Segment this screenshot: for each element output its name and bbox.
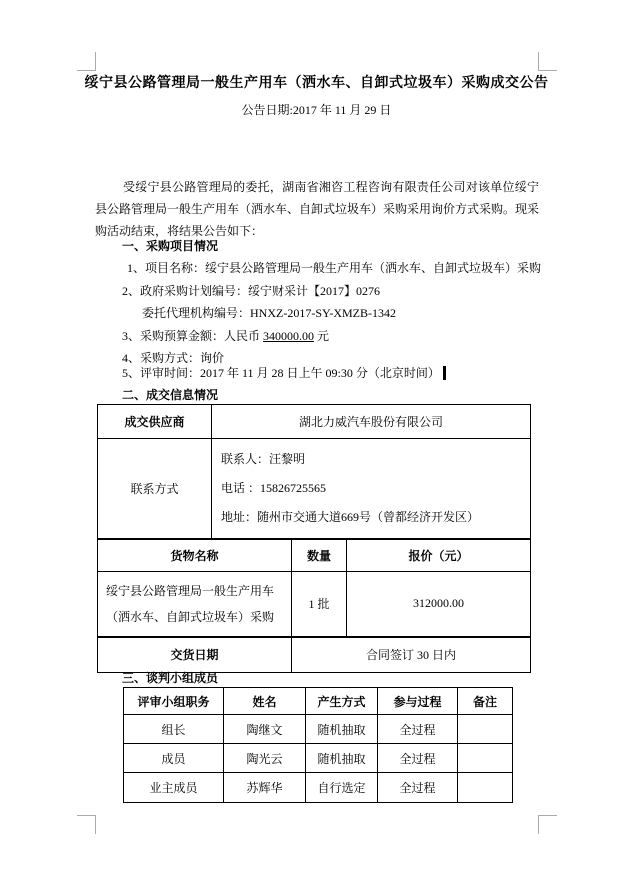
goods-name-header-cell: 货物名称 bbox=[98, 539, 292, 571]
price-header-cell: 报价（元） bbox=[347, 539, 531, 571]
participation-cell: 全过程 bbox=[378, 773, 458, 803]
name-header-cell: 姓名 bbox=[224, 688, 306, 715]
award-info-table bbox=[97, 404, 531, 673]
price-cell: 312000.00 bbox=[347, 571, 531, 637]
section-3-heading: 三、谈判小组成员 bbox=[122, 671, 219, 685]
remarks-cell bbox=[458, 715, 513, 744]
section-2-heading: 二、成交信息情况 bbox=[122, 388, 219, 402]
margin-crop-mark-top-right bbox=[538, 52, 557, 71]
selection-header-cell: 产生方式 bbox=[306, 688, 378, 715]
remarks-cell bbox=[458, 773, 513, 803]
agency-number-item: 委托代理机构编号：HNXZ-2017-SY-XMZB-1342 bbox=[142, 306, 396, 320]
margin-crop-mark-bottom-right bbox=[538, 815, 557, 834]
panel-member-row bbox=[124, 744, 513, 773]
announcement-date: 公告日期:2017 年 11 月 29 日 bbox=[241, 103, 392, 117]
role-cell: 成员 bbox=[124, 744, 224, 773]
role-cell: 组长 bbox=[124, 715, 224, 744]
contact-label-cell: 联系方式 bbox=[98, 439, 212, 540]
review-time-text: 5、评审时间：2017 年 11 月 28 日上午 09:30 分（北京时间） bbox=[122, 366, 440, 380]
review-time-item bbox=[122, 364, 446, 381]
remarks-cell bbox=[458, 744, 513, 773]
qty-cell: 1 批 bbox=[292, 571, 347, 637]
goods-name-cell: 绥宁县公路管理局一般生产用车（洒水车、自卸式垃圾车）采购 bbox=[98, 571, 292, 637]
panel-header-row bbox=[124, 688, 513, 715]
name-cell: 苏辉华 bbox=[224, 773, 306, 803]
panel-member-row bbox=[124, 773, 513, 803]
qty-header-cell: 数量 bbox=[292, 539, 347, 571]
remarks-header-cell: 备注 bbox=[458, 688, 513, 715]
delivery-value-cell: 合同签订 30 日内 bbox=[292, 637, 531, 672]
budget-prefix: 3、采购预算金额：人民币 bbox=[122, 329, 264, 343]
project-name-item: 1、项目名称：绥宁县公路管理局一般生产用车（洒水车、自卸式垃圾车）采购 bbox=[127, 261, 542, 275]
selection-cell: 自行选定 bbox=[306, 773, 378, 803]
role-header-cell: 评审小组职务 bbox=[124, 688, 224, 715]
page-title: 绥宁县公路管理局一般生产用车（洒水车、自卸式垃圾车）采购成交公告 bbox=[84, 76, 549, 91]
name-cell: 陶继文 bbox=[224, 715, 306, 744]
supplier-label-cell: 成交供应商 bbox=[98, 405, 212, 439]
name-cell: 陶光云 bbox=[224, 744, 306, 773]
budget-item bbox=[122, 327, 329, 344]
budget-suffix: 元 bbox=[314, 329, 330, 343]
contact-address: 地址：随州市交通大道669号（曾都经济开发区） bbox=[221, 510, 480, 524]
contact-details-cell bbox=[212, 439, 531, 540]
intro-paragraph: 受绥宁县公路管理局的委托，湖南省湘咨工程咨询有限责任公司对该单位绥宁县公路管理局一般生产用车（洒水车、自卸式垃圾车）采购采用询价方式采购。现采购活动结束，将结果公告如下： bbox=[95, 180, 540, 238]
method-item: 4、采购方式：询价 bbox=[122, 351, 225, 365]
plan-number-item: 2、政府采购计划编号：绥宁财采计【2017】0276 bbox=[122, 284, 381, 298]
participation-cell: 全过程 bbox=[378, 715, 458, 744]
selection-cell: 随机抽取 bbox=[306, 715, 378, 744]
participation-header-cell: 参与过程 bbox=[378, 688, 458, 715]
budget-amount: 340000.00 bbox=[263, 329, 315, 343]
selection-cell: 随机抽取 bbox=[306, 744, 378, 773]
panel-member-row bbox=[124, 715, 513, 744]
text-cursor bbox=[443, 366, 446, 380]
panel-members-table bbox=[123, 687, 513, 803]
delivery-label-cell: 交货日期 bbox=[98, 637, 292, 672]
contact-phone: 电话 ：15826725565 bbox=[221, 481, 327, 495]
margin-crop-mark-bottom-left bbox=[77, 815, 96, 834]
supplier-value-cell: 湖北力威汽车股份有限公司 bbox=[212, 405, 531, 439]
role-cell: 业主成员 bbox=[124, 773, 224, 803]
participation-cell: 全过程 bbox=[378, 744, 458, 773]
margin-crop-mark-top-left bbox=[77, 52, 96, 71]
section-1-heading: 一、采购项目情况 bbox=[122, 239, 219, 253]
contact-person: 联系人：汪黎明 bbox=[221, 452, 306, 466]
